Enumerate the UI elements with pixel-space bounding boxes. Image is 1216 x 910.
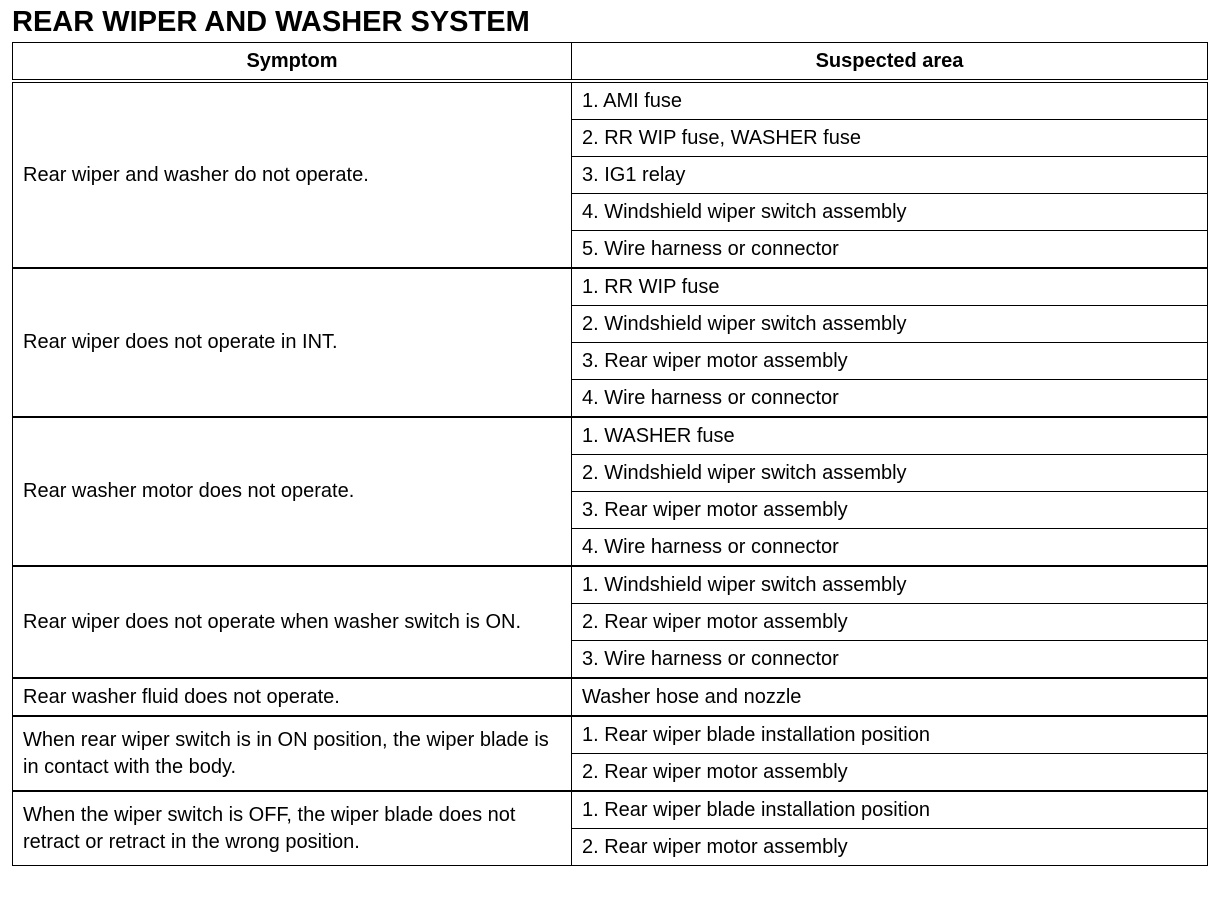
table-row: [13, 81, 1208, 120]
header-suspected-area: Suspected area: [572, 43, 1208, 82]
table-row: [13, 417, 1208, 455]
suspected-area-cell: 4. Wire harness or connector: [572, 380, 1208, 418]
symptom-cell: When rear wiper switch is in ON position, the wiper blade is in contact with the body.: [13, 716, 572, 791]
suspected-area-cell: 5. Wire harness or connector: [572, 231, 1208, 269]
symptom-cell: Rear wiper and washer do not operate.: [13, 81, 572, 268]
suspected-area-cell: 4. Windshield wiper switch assembly: [572, 194, 1208, 231]
suspected-area-cell: 1. Windshield wiper switch assembly: [572, 566, 1208, 604]
symptom-cell: Rear washer motor does not operate.: [13, 417, 572, 566]
suspected-area-cell: 2. Rear wiper motor assembly: [572, 604, 1208, 641]
suspected-area-cell: 1. AMI fuse: [572, 81, 1208, 120]
suspected-area-cell: 2. Windshield wiper switch assembly: [572, 455, 1208, 492]
suspected-area-cell: 2. RR WIP fuse, WASHER fuse: [572, 120, 1208, 157]
table-row: [13, 566, 1208, 604]
suspected-area-cell: 2. Rear wiper motor assembly: [572, 829, 1208, 866]
suspected-area-cell: 1. WASHER fuse: [572, 417, 1208, 455]
troubleshooting-table: [12, 42, 1208, 866]
table-row: [13, 716, 1208, 754]
table-row: [13, 791, 1208, 829]
page-title: REAR WIPER AND WASHER SYSTEM: [12, 6, 530, 38]
symptom-cell: When the wiper switch is OFF, the wiper blade does not retract or retract in the wrong position.: [13, 791, 572, 866]
suspected-area-cell: Washer hose and nozzle: [572, 678, 1208, 716]
suspected-area-cell: 3. IG1 relay: [572, 157, 1208, 194]
symptom-cell: Rear wiper does not operate in INT.: [13, 268, 572, 417]
suspected-area-cell: 1. Rear wiper blade installation position: [572, 791, 1208, 829]
suspected-area-cell: 4. Wire harness or connector: [572, 529, 1208, 567]
header-row: [13, 43, 1208, 82]
suspected-area-cell: 2. Rear wiper motor assembly: [572, 754, 1208, 792]
suspected-area-cell: 3. Rear wiper motor assembly: [572, 343, 1208, 380]
symptom-cell: Rear wiper does not operate when washer switch is ON.: [13, 566, 572, 678]
table-body: [13, 81, 1208, 866]
suspected-area-cell: 1. Rear wiper blade installation position: [572, 716, 1208, 754]
suspected-area-cell: 3. Wire harness or connector: [572, 641, 1208, 679]
header-symptom: Symptom: [13, 43, 572, 82]
symptom-cell: Rear washer fluid does not operate.: [13, 678, 572, 716]
table-row: [13, 678, 1208, 716]
suspected-area-cell: 2. Windshield wiper switch assembly: [572, 306, 1208, 343]
suspected-area-cell: 1. RR WIP fuse: [572, 268, 1208, 306]
suspected-area-cell: 3. Rear wiper motor assembly: [572, 492, 1208, 529]
table-row: [13, 268, 1208, 306]
